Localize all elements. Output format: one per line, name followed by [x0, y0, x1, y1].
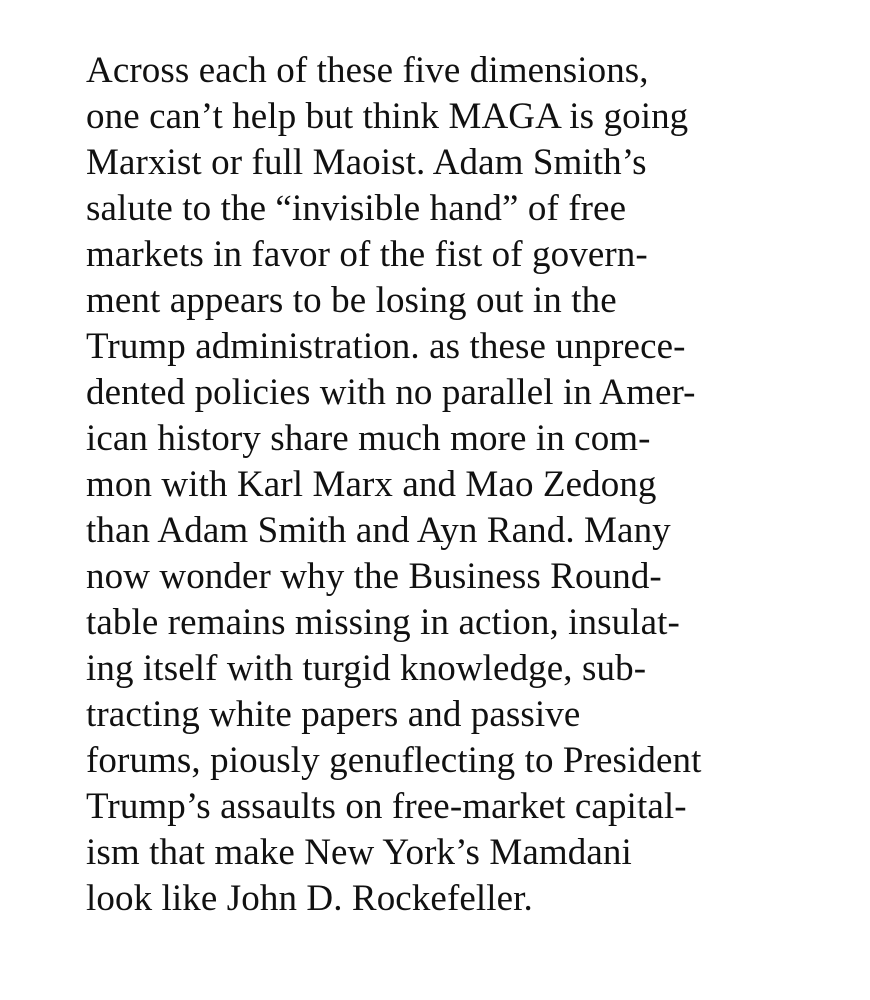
text-line: than Adam Smith and Ayn Rand. Many [86, 510, 671, 551]
text-line: Marxist or full Maoist. Adam Smith’s [86, 142, 647, 183]
text-line: markets in favor of the fist of govern- [86, 234, 648, 275]
text-line: ing itself with turgid knowledge, sub- [86, 648, 647, 689]
text-line: mon with Karl Marx and Mao Zedong [86, 464, 657, 505]
text-line: Trump administration. as these unprece- [86, 326, 686, 367]
text-line: Trump’s assaults on free-market capital- [86, 786, 687, 827]
text-line: look like John D. Rockefeller. [86, 878, 533, 919]
text-line: ism that make New York’s Mamdani [86, 832, 632, 873]
text-line: forums, piously genuflecting to President [86, 740, 702, 781]
text-line: ment appears to be losing out in the [86, 280, 617, 321]
text-line: one can’t help but think MAGA is going [86, 96, 689, 137]
text-line: now wonder why the Business Round- [86, 556, 662, 597]
text-line: dented policies with no parallel in Amer- [86, 372, 696, 413]
article-paragraph [86, 48, 826, 922]
text-line: Across each of these five dimensions, [86, 50, 649, 91]
text-line: salute to the “invisible hand” of free [86, 188, 627, 229]
text-line: tracting white papers and passive [86, 694, 581, 735]
text-line: ican history share much more in com- [86, 418, 651, 459]
text-line: table remains missing in action, insulat- [86, 602, 680, 643]
